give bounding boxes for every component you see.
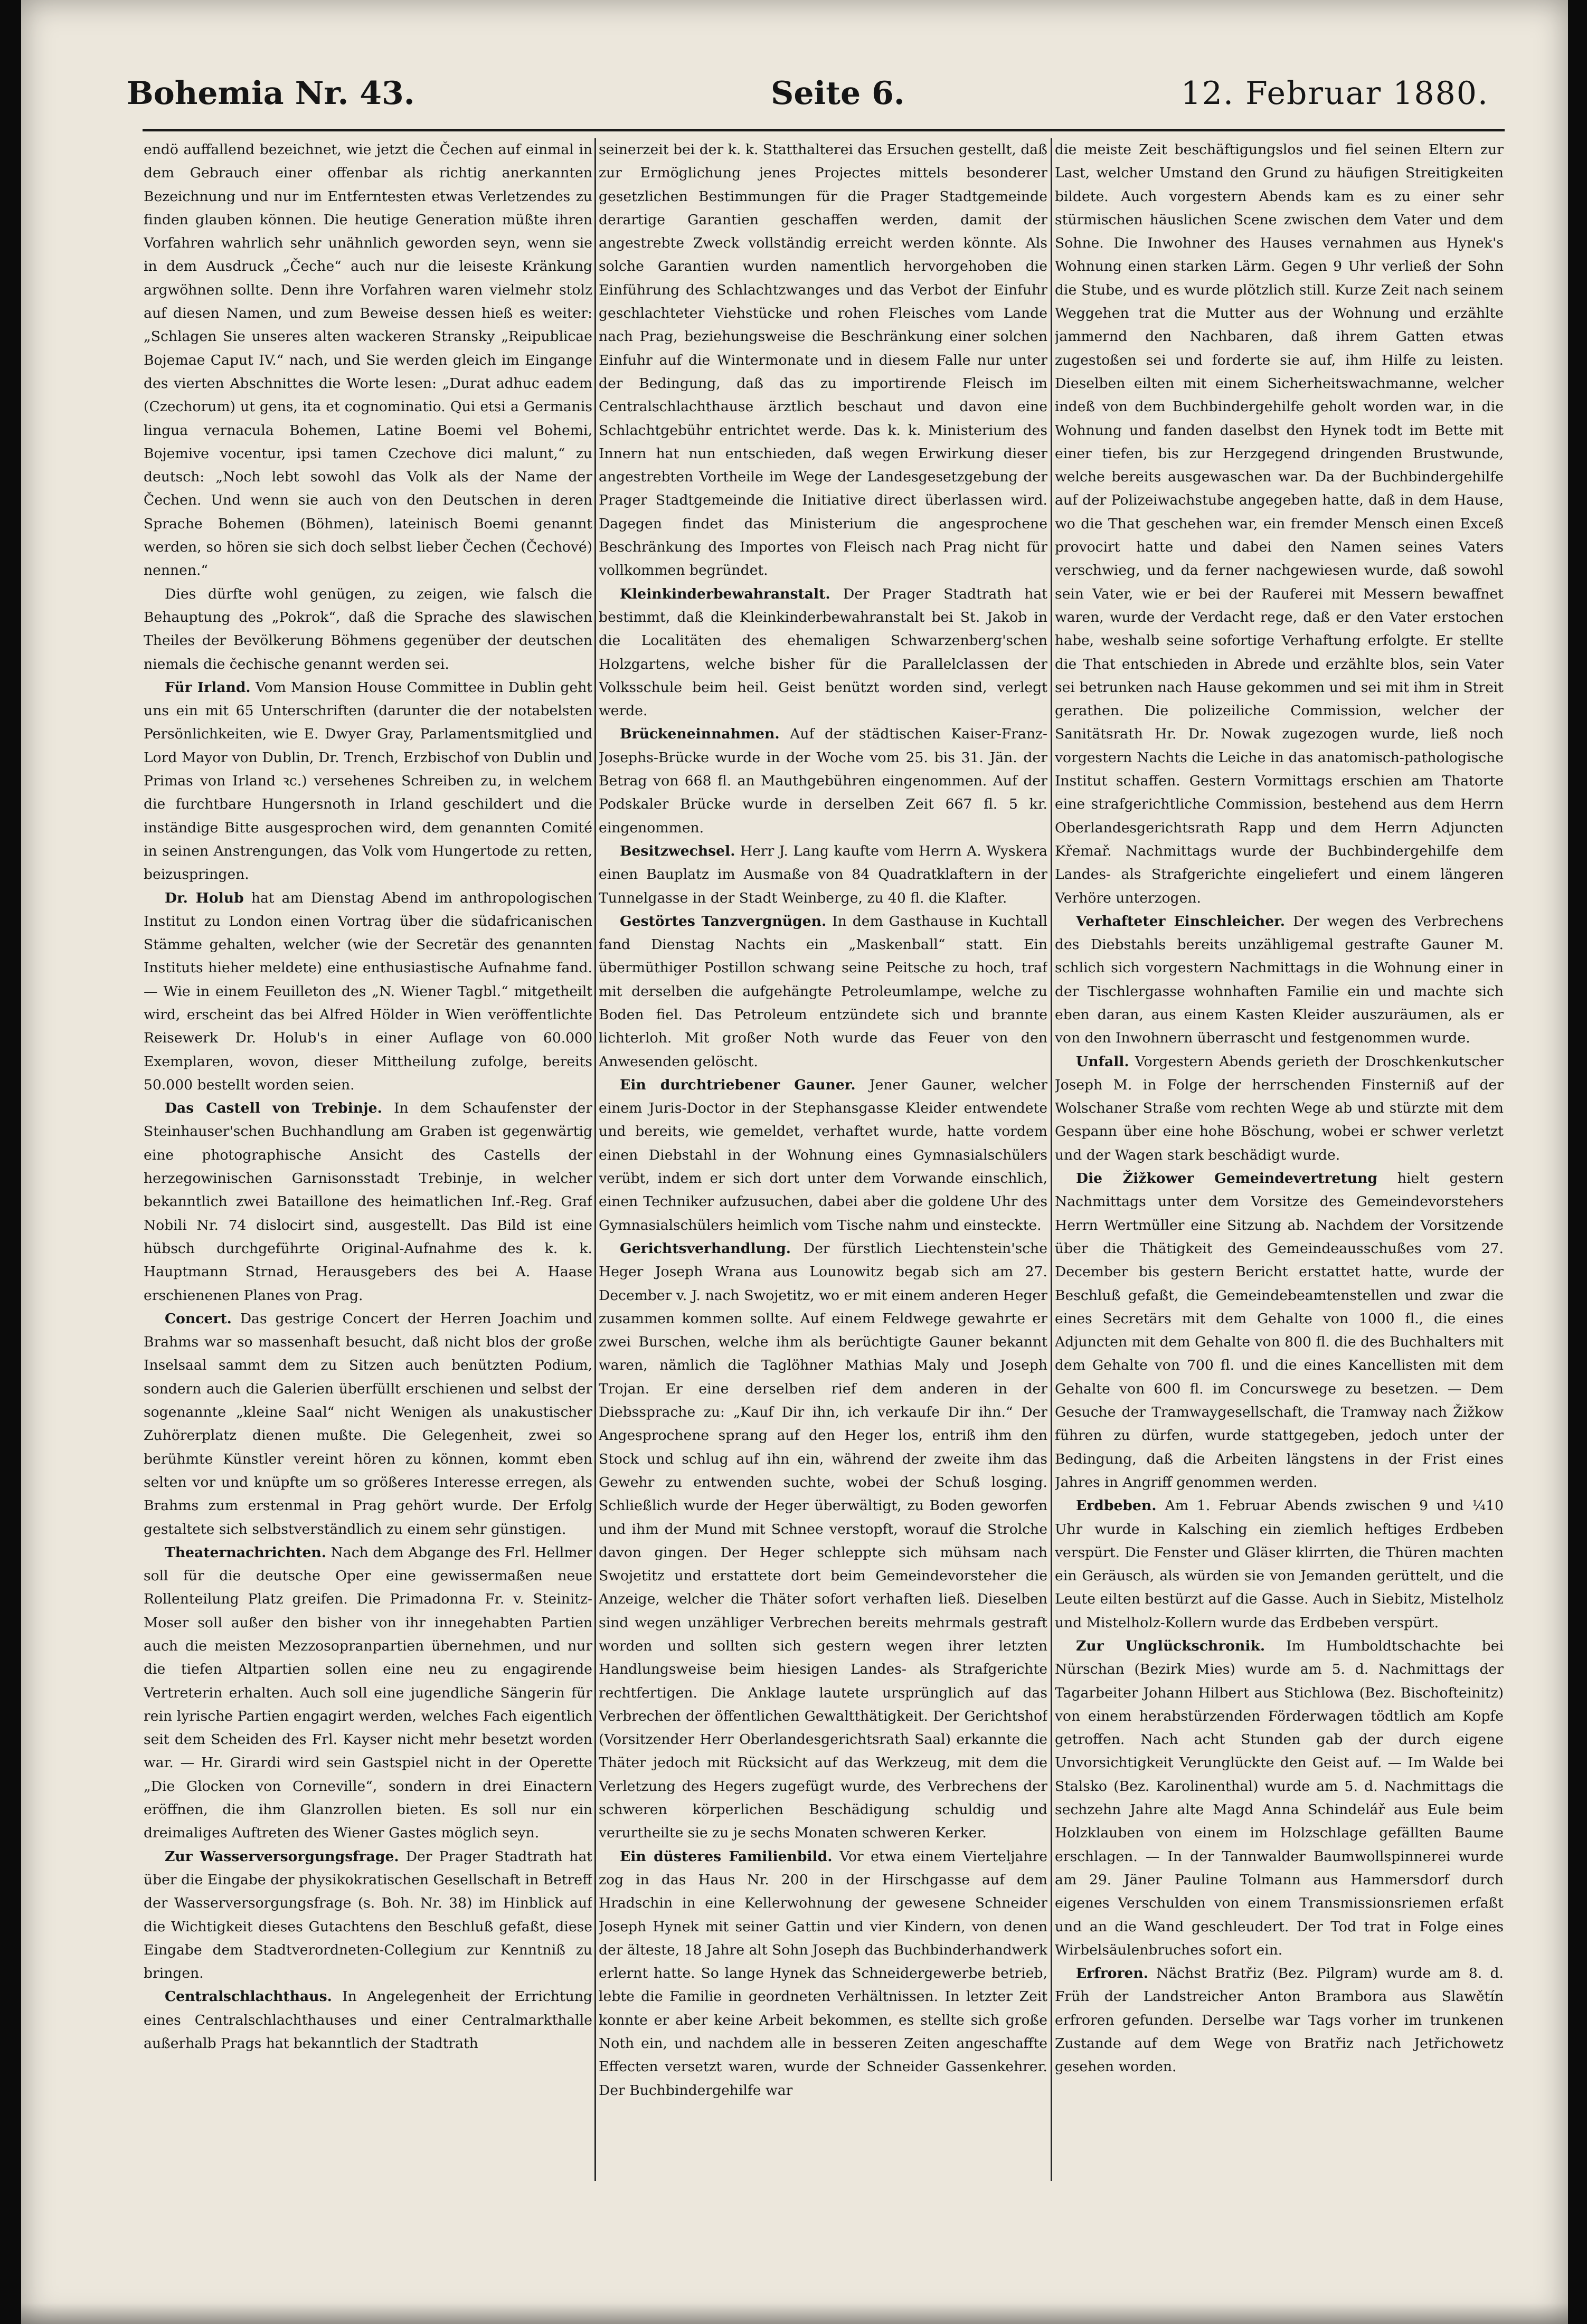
news-item-text: hielt gestern Nachmittags unter dem Vorsitze des Gemeindevorstehers Herrn Wertmüller eine Sitzung ab. Nachdem der Vorsitzende über die Thätigkeit des Gemeindeausschußes vom 27. December bis gestern Bericht erstattet hatte, wurde der Beschluß gefaßt, die Gemeindebeamtenstellen und zwar die eines Secretärs mit dem Gehalte von 1000 fl., die eines Adjuncten mit dem Gehalte von 800 fl. die des Buchhalters mit dem Gehalte von 700 fl. und die eines Kancellisten mit dem Gehalte von 600 fl. im Concurswege zu besetzen. — Dem Gesuche der Tramwaygesellschaft, die Tramway nach Žižkow führen zu dürfen, wurde stattgegeben, jedoch unter der Bedingung, daß die Arbeiten längstens in der Frist eines Jahres in Angriff genommen werden. [1055, 1170, 1504, 1491]
article-paragraph [599, 138, 1047, 583]
news-item [599, 583, 1047, 723]
news-item-text: Im Humboldtschachte bei Nürschan (Bezirk Mies) wurde am 5. d. Nachmittags der Tagarbeiter Johann Hilbert aus Stichlowa (Bez. Bischofteinitz) von einem herabstürzenden Förderwagen tödtlich am Kopfe getroffen. Nach acht Stunden gab der durch eigene Unvorsichtigkeit Verunglückte den Geist auf. — Im Walde bei Stalsko (Bez. Karolinenthal) wurde am 5. d. Nachmittags die sechzehn Jahre alte Magd Anna Schindelář aus Eule beim Holzklauben von einem im Holzschlage gefällten Baume erschlagen. — In der Tannwalder Baumwollspinnerei wurde am 29. Jäner Pauline Tolmann aus Hammersdorf durch eigenes Verschulden von einem Transmissionsriemen erfaßt und an die Wand geschleudert. Der Tod trat in Folge eines Wirbelsäulenbruches sofort ein. [1055, 1638, 1504, 1958]
news-item-text: Dies dürfte wohl genügen, zu zeigen, wie falsch die Behauptung des „Pokrok“, daß die Sprache des slawischen Theiles der Bevölkerung Böhmens gegenüber der deutschen niemals die čechische genannt werden sei. [144, 585, 592, 672]
news-item-text: Vor etwa einem Vierteljahre zog in das Haus Nr. 200 in der Hirschgasse auf dem Hradschin in eine Kellerwohnung der gewesene Schneider Joseph Hynek mit seiner Gattin und vier Kindern, von denen der älteste, 18 Jahre alt Sohn Joseph das Buchbinderhandwerk erlernt hatte. So lange Hynek das Schneidergewerbe betrieb, lebte die Familie in geordneten Verhältnissen. In letzter Zeit konnte er aber keine Arbeit bekommen, es stellte sich große Noth ein, und nachdem alle in besseren Zeiten angeschaffte Effecten versetzt waren, wurde der Schneider Gassenkehrer. Der Buchbindergehilfe war [599, 1848, 1047, 2099]
news-item [599, 910, 1047, 1074]
news-item [1055, 1050, 1504, 1167]
news-item [599, 840, 1047, 910]
news-item-heading: Zur Wasserversorgungsfrage. [165, 1848, 399, 1865]
news-item [1055, 1962, 1504, 2079]
news-item-text: seinerzeit bei der k. k. Statthalterei das Ersuchen gestellt, daß zur Ermöglichung jenes Projectes mittels besonderer gesetzlichen Bestimmungen für die Prager Stadtgemeinde derartige Garantien geschaffen werden, damit der angestrebte Zweck vollständig erreicht werden könnte. Als solche Garantien wurden namentlich hervorgehoben die Einführung des Schlachtzwanges und das Verbot der Einfuhr geschlachteter Viehstücke und rohen Fleisches vom Lande nach Prag, beziehungsweise die Beschränkung einer solchen Einfuhr auf die Wintermonate und in diesem Falle nur unter der Bedingung, daß das zu importirende Fleisch im Centralschlachthause ärztlich beschaut und davon eine Schlachtgebühr entrichtet werde. Das k. k. Ministerium des Innern hat nun entschieden, daß wegen Erwirkung dieser angestrebten Vortheile im Wege der Landesgesetzgebung der Prager Stadtgemeinde die Initiative direct überlassen wird. Dagegen findet das Ministerium die angesprochene Beschränkung des Importes von Fleisch nach Prag nicht für vollkommen begründet. [599, 141, 1047, 579]
news-item-heading: Unfall. [1076, 1053, 1129, 1070]
news-item [144, 1307, 592, 1541]
news-item-text: In dem Gasthause in Kuchtall fand Dienstag Nachts ein „Maskenball“ statt. Ein übermüthiger Postillon schwang seine Peitsche zu hoch, traf mit derselben die aufgehängte Petroleumlampe, welche zu Boden fiel. Das Petroleum entzündete sich und brannte lichterloh. Mit großer Noth wurde das Feuer von den Anwesenden gelöscht. [599, 913, 1047, 1070]
page-number: Seite 6. [771, 75, 905, 112]
news-item-heading: Centralschlachthaus. [165, 1988, 332, 2005]
news-item-heading: Das Castell von Trebinje. [165, 1100, 382, 1117]
news-item [1055, 1167, 1504, 1494]
news-item-text: die meiste Zeit beschäftigungslos und fiel seinen Eltern zur Last, welcher Umstand den Grund zu häufigen Streitigkeiten bildete. Auch vorgestern Abends kam es zu einer sehr stürmischen häuslichen Scene zwischen dem Vater und dem Sohne. Die Inwohner des Hauses vernahmen aus Hynek's Wohnung einen starken Lärm. Gegen 9 Uhr verließ der Sohn die Stube, und es wurde plötzlich still. Kurze Zeit nach seinem Weggehen trat die Mutter aus der Wohnung und erzählte jammernd den Nachbaren, daß ihrem Gatten etwas zugestoßen sei und forderte sie auf, ihm Hilfe zu leisten. Dieselben eilten mit einem Sicherheitswachmanne, welcher indeß von dem Buchbindergehilfe geholt worden war, in die Wohnung und fanden daselbst den Hynek todt im Bette mit einer tiefen, bis zur Herzgegend dringenden Brustwunde, welche bereits ausgewaschen war. Da der Buchbindergehilfe auf der Polizeiwachstube angegeben hatte, daß in dem Hause, wo die That geschehen war, ein fremder Mensch einen Exceß provocirt hatte und dabei den Namen seines Vaters verschwieg, und da ferner nachgewiesen wurde, daß sowohl sein Vater, wie er bei der Rauferei mit Messern bewaffnet waren, wurde der Verdacht rege, daß er den Vater erstochen habe, weshalb seine sofortige Verhaftung erfolgte. Er stellte die That entschieden in Abrede und erzählte blos, sein Vater sei betrunken nach Hause gekommen und sei mit ihm in Streit gerathen. Die polizeiliche Commission, welcher der Sanitätsrath Hr. Dr. Nowak zugezogen wurde, ließ noch vorgestern Nachts die Leiche in das anatomisch-pathologische Institut schaffen. Gestern Vormittags erschien am Thatorte eine strafgerichtliche Commission, bestehend aus dem Herrn Oberlandesgerichtsrath Rapp und dem Herrn Adjuncten Křemař. Nachmittags wurde der Buchbindergehilfe dem Landes- als Strafgerichte eingeliefert und einem längeren Verhöre unterzogen. [1055, 141, 1504, 906]
news-item-heading: Besitzwechsel. [620, 842, 735, 859]
news-item [599, 1845, 1047, 2102]
newspaper-page [21, 0, 1568, 2324]
news-item-heading: Erfroren. [1076, 1965, 1148, 1982]
news-item [144, 1541, 592, 1845]
news-item-text: endö auffallend bezeichnet, wie jetzt die Čechen auf einmal in dem Gebrauch einer offenbar als richtig anerkannten Bezeichnung und nur im Entferntesten etwas Verletzendes zu finden glauben können. Die heutige Generation müßte ihren Vorfahren wahrlich sehr unähnlich geworden seyn, wenn sie in dem Ausdruck „Čeche“ auch nur die leiseste Kränkung argwöhnen sollte. Denn ihre Vorfahren waren vielmehr stolz auf diesen Namen, und zum Beweise dessen hieß es weiter: „Schlagen Sie unseres alten wackeren Stransky „Reipublicae Bojemae Caput IV.“ nach, und Sie werden gleich im Eingange des vierten Abschnittes die Worte lesen: „Durat adhuc eadem (Czechorum) ut gens, ita et cognominatio. Qui etsi a Germanis lingua vernacula Bohemen, Latine Boemi vel Bohemi, Bojemive vocentur, ipsi tamen Czechove dici malunt,“ zu deutsch: „Noch lebt sowohl das Volk als der Name der Čechen. Und wenn sie auch von den Deutschen in deren Sprache Bohemen (Böhmen), lateinisch Boemi genannt werden, so hören sie sich doch selbst lieber Čechen (Čechové) nennen.“ [144, 141, 592, 579]
column-divider [594, 138, 596, 2181]
news-item-text: Auf der städtischen Kaiser-Franz-Josephs-Brücke wurde in der Woche vom 25. bis 31. Jän. der Betrag von 668 fl. an Mauthgebühren eingenommen. Auf der Podskaler Brücke wurde in derselben Zeit 667 fl. 5 kr. eingenommen. [599, 726, 1047, 836]
news-item-text: Am 1. Februar Abends zwischen 9 und ¼10 Uhr wurde in Kalsching ein ziemlich heftiges Erdbeben verspürt. Die Fenster und Gläser klirrten, die Thüren machten ein Geräusch, als würden sie von Jemanden gerüttelt, und die Leute eilten bestürzt auf die Gasse. Auch in Siebitz, Mistelholz und Mistelholz-Kollern wurde das Erdbeben verspürt. [1055, 1497, 1504, 1631]
column-divider [1051, 138, 1052, 2181]
news-item [1055, 1494, 1504, 1635]
news-item-text: Vorgestern Abends gerieth der Droschkenkutscher Joseph M. in Folge der herrschenden Finsterniß auf der Wolschaner Straße vom rechten Wege ab und stürzte mit dem Gespann über eine hohe Böschung, wobei er schwer verletzt und der Wagen stark beschädigt wurde. [1055, 1053, 1504, 1163]
column-3 [1055, 138, 1504, 2228]
news-item-heading: Gerichtsverhandlung. [620, 1240, 791, 1257]
news-item-text: Nächst Bratřiz (Bez. Pilgram) wurde am 8. d. Früh der Landstreicher Anton Brambora aus Slawětín erfroren gefunden. Derselbe war Tags vorher im trunkenen Zustande auf dem Wege von Bratřiz nach Jetřichowetz gesehen worden. [1055, 1965, 1504, 2075]
header-rule [143, 129, 1505, 131]
news-item [599, 723, 1047, 839]
news-item [144, 887, 592, 1097]
news-item-heading: Ein durchtriebener Gauner. [620, 1076, 856, 1093]
news-item-text: Der fürstlich Liechtenstein'sche Heger Joseph Wrana aus Lounowitz begab sich am 27. December v. J. nach Swojetitz, wo er mit einem anderen Heger zusammen kommen sollte. Auf einem Feldwege gewahrte er zwei Burschen, welche ihm als berüchtigte Gauner bekannt waren, nämlich die Taglöhner Mathias Maly und Joseph Trojan. Er eine derselben rief dem anderen in der Diebssprache zu: „Kauf Dir ihn, ich verkaufe Dir ihn.“ Der Angesprochene sprang auf den Heger los, entriß ihm den Stock und schlug auf ihn ein, während der zweite ihm das Gewehr zu entwenden suchte, wobei der Schuß losging. Schließlich wurde der Heger überwältigt, zu Boden geworfen und ihm der Mund mit Schnee verstopft, worauf die Strolche davon gingen. Der Heger schleppte sich mühsam nach Swojetitz und erstattete dort beim Gemeindevorsteher die Anzeige, welcher die Thäter sofort verhaften ließ. Dieselben sind wegen unzähliger Verbrechen bereits mehrmals gestraft worden und sollten sich gestern wegen ihrer letzten Handlungsweise beim hiesigen Landes- als Strafgerichte rechtfertigen. Die Anklage lautete ursprünglich auf das Verbrechen der öffentlichen Gewaltthätigkeit. Der Gerichtshof (Vorsitzender Herr Oberlandesgerichtsrath Saal) erkannte die Thäter jedoch mit Rücksicht auf das Werkzeug, mit dem die Verletzung des Hegers zugefügt wurde, des Verbrechens der schweren körperlichen Beschädigung schuldig und verurtheilte sie zu je sechs Monaten schweren Kerker. [599, 1240, 1047, 1842]
news-item-heading: Dr. Holub [165, 889, 244, 906]
article-paragraph [1055, 138, 1504, 910]
news-item [1055, 910, 1504, 1050]
news-item-text: Der wegen des Verbrechens des Diebstahls bereits unzähligemal gestrafte Gauner M. schlich sich vorgestern Nachmittags in die Wohnung einer in der Tischlergasse wohnhaften Familie ein und machte sich eben daran, aus einem Kasten Kleider auszuräumen, als er von den Inwohnern überrascht und festgenommen wurde. [1055, 913, 1504, 1047]
news-item-text: Herr J. Lang kaufte vom Herrn A. Wyskera einen Bauplatz im Ausmaße von 84 Quadratklaftern in der Tunnelgasse in der Stadt Weinberge, zu 40 fl. die Klafter. [599, 842, 1047, 906]
news-item-text: Jener Gauner, welcher einem Juris-Doctor in der Stephansgasse Kleider entwendete und bereits, wie gemeldet, verhaftet wurde, hatte vordem einen Diebstahl in der Wohnung eines Gymnasialschülers verübt, indem er sich dort unter dem Vorwande einschlich, einen Techniker aufzusuchen, dabei aber die goldene Uhr des Gymnasialschülers heimlich vom Tische nahm und einsteckte. [599, 1076, 1047, 1234]
news-item-text: In dem Schaufenster der Steinhauser'schen Buchhandlung am Graben ist gegenwärtig eine photographische Ansicht des Castells der herzegowinischen Garnisonsstadt Trebinje, in welcher bekanntlich zwei Bataillone des heimatlichen Inf.-Reg. Graf Nobili Nr. 74 dislocirt sind, ausgestellt. Das Bild ist eine hübsch durchgeführte Original-Aufnahme des k. k. Hauptmann Strnad, Herausgebers des bei A. Haase erschienenen Planes von Prag. [144, 1100, 592, 1304]
news-item-heading: Concert. [165, 1310, 232, 1327]
news-item-heading: Gestörtes Tanzvergnügen. [620, 913, 827, 929]
news-item-heading: Brückeneinnahmen. [620, 726, 780, 743]
news-item [1055, 1635, 1504, 1962]
column-1 [144, 138, 592, 2228]
news-item [144, 1097, 592, 1307]
news-item-text: Nach dem Abgange des Frl. Hellmer soll für die deutsche Oper eine gewissermaßen neue Rollenteilung Platz greifen. Die Primadonna Fr. v. Steinitz-Moser soll außer den bisher von ihr innegehabten Partien auch die meisten Mezzosopranpartien übernehmen, und nur die tiefen Altpartien sollen eine neu zu engagirende Vertreterin erhalten. Auch soll eine jugendliche Sängerin für rein lyrische Partien engagirt werden, welches Fach eigentlich seit dem Scheiden des Frl. Kayser nicht mehr besetzt worden war. — Hr. Girardi wird sein Gastspiel nicht in der Operette „Die Glocken von Corneville“, sondern in drei Einactern eröffnen, die ihm Glanzrollen bieten. Es soll nur ein dreimaliges Auftreten des Wiener Gastes möglich seyn. [144, 1544, 592, 1842]
news-item-text: hat am Dienstag Abend im anthropologischen Institut zu London einen Vortrag über die südafricanischen Stämme gehalten, welcher (wie der Secretär des genannten Instituts hieher meldete) eine enthusiastische Aufnahme fand. — Wie in einem Feuilleton des „N. Wiener Tagbl.“ mitgetheilt wird, erscheint das bei Alfred Hölder in Wien veröffentlichte Reisewerk Dr. Holub's in einer Auflage von 60.000 Exemplaren, wovon, dieser Mittheilung zufolge, bereits 50.000 bestellt worden seien. [144, 889, 592, 1093]
page-header [21, 58, 1568, 121]
news-item-heading: Erdbeben. [1076, 1497, 1157, 1514]
news-item-heading: Theaternachrichten. [165, 1544, 327, 1561]
news-item-text: Vom Mansion House Committee in Dublin geht uns ein mit 65 Unterschriften (darunter die der notabelsten Persönlichkeiten, wie E. Dwyer Gray, Parlamentsmitglied und Lord Mayor von Dublin, Dr. Trench, Erzbischof von Dublin und Primas von Irland ꝛc.) versehenes Schreiben zu, in welchem die furchtbare Hungersnoth in Irland geschildert und die inständige Bitte ausgesprochen wird, dem genannten Comité in seinen Anstrengungen, das Volk vom Hungertode zu retten, beizuspringen. [144, 679, 592, 883]
column-2 [599, 138, 1047, 2228]
page-edge-shadow [21, 2303, 1568, 2324]
news-item [144, 1845, 592, 1986]
news-item-heading: Ein düsteres Familienbild. [620, 1848, 833, 1865]
news-item-heading: Verhafteter Einschleicher. [1076, 913, 1286, 929]
news-item-heading: Die Žižkower Gemeindevertretung [1076, 1170, 1377, 1187]
issue-date: 12. Februar 1880. [1180, 75, 1489, 112]
news-item [144, 1985, 592, 2055]
news-item-heading: Kleinkinderbewahranstalt. [620, 585, 830, 602]
news-item-text: Der Prager Stadtrath hat bestimmt, daß die Kleinkinderbewahranstalt bei St. Jakob in die Localitäten des ehemaligen Schwarzenberg'schen Holzgartens, welche bisher für die Parallelclassen der Volksschule beim heil. Geist benützt worden sind, verlegt werde. [599, 585, 1047, 719]
news-item-text: In Angelegenheit der Errichtung eines Centralschlachthauses und einer Centralmarkthalle außerhalb Prags hat bekanntlich der Stadtrath [144, 1988, 592, 2052]
news-item-heading: Zur Unglückschronik. [1076, 1638, 1265, 1654]
news-item [599, 1074, 1047, 1237]
article-paragraph [144, 583, 592, 676]
news-item [599, 1237, 1047, 1845]
news-item-heading: Für Irland. [165, 679, 251, 696]
masthead-issue: Bohemia Nr. 43. [127, 75, 415, 112]
news-item-text: Das gestrige Concert der Herren Joachim und Brahms war so massenhaft besucht, daß nicht blos der große Inselsaal sammt dem zu Sitzen auch benützten Podium, sondern auch die Galerien überfüllt erschienen und selbst der sogenannte „kleine Saal“ nicht Wenigen als unakustischer Zuhörerplatz dienen mußte. Die Gelegenheit, zwei so berühmte Künstler vereint hören zu können, kommt eben selten vor und knüpfte um so größeres Interesse erregen, als Brahms zum erstenmal in Prag gehört wurde. Der Erfolg gestaltete sich selbstverständlich zu einem sehr günstigen. [144, 1310, 592, 1538]
news-item [144, 676, 592, 887]
article-paragraph [144, 138, 592, 583]
news-item-text: Der Prager Stadtrath hat über die Eingabe der physikokratischen Gesellschaft in Betreff der Wasserversorgungsfrage (s. Boh. Nr. 38) im Hinblick auf die Wichtigkeit dieses Gutachtens den Beschluß gefaßt, diese Eingabe dem Stadtverordneten-Collegium zur Kenntniß zu bringen. [144, 1848, 592, 1982]
